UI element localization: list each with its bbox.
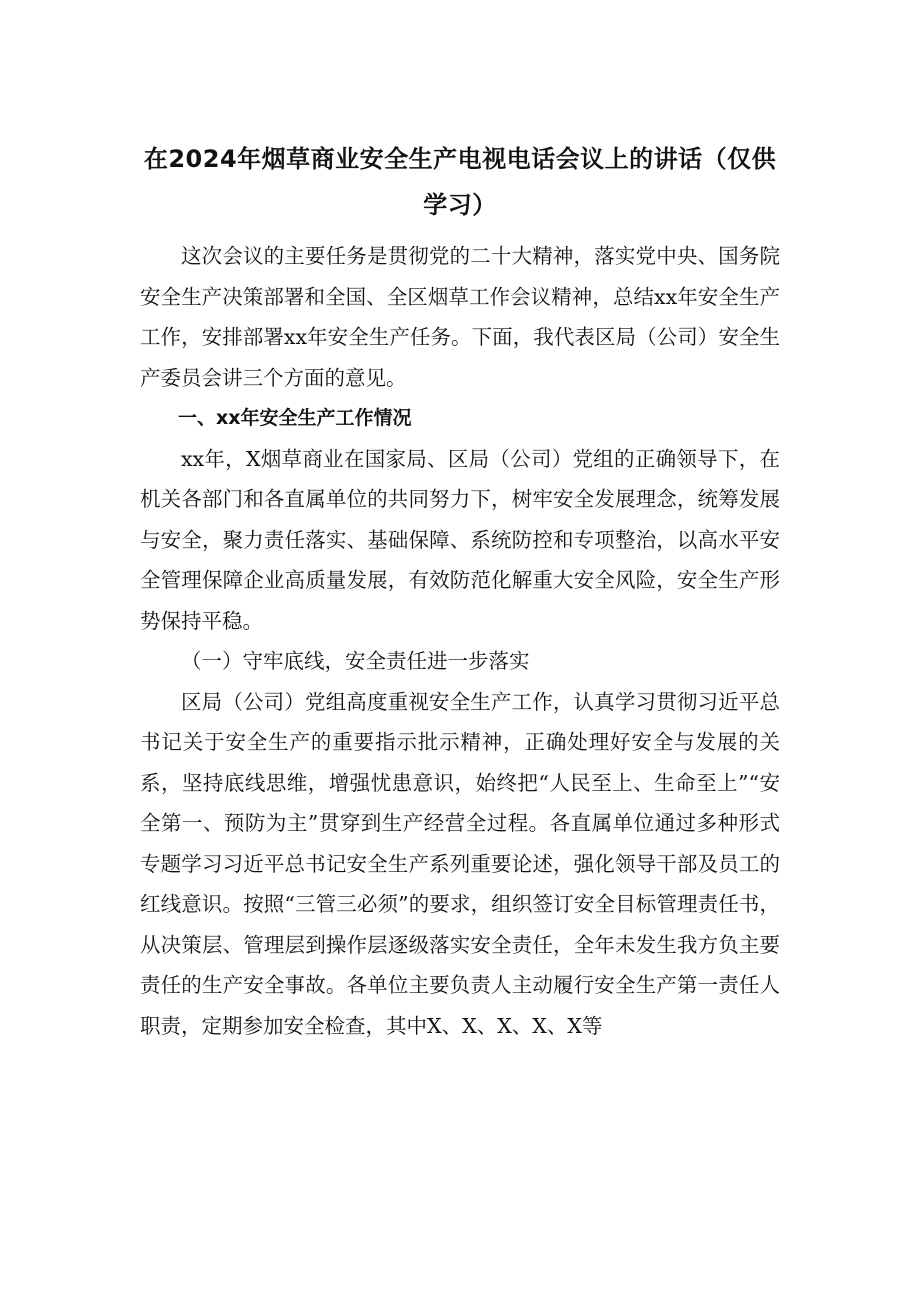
subsection-1-paragraph: 区局（公司）党组高度重视安全生产工作，认真学习贯彻习近平总书记关于安全生产的重要指示批示精神，正确处理好安全与发展的关系，坚持底线思维，增强忧患意识，始终把“人民至上、生命至上”“安全第一、预防为主”贯穿到生产经营全过程。各直属单位通过多种形式专题学习习近平总书记安全生产系列重要论述，强化领导干部及员工的红线意识。按照“三管三必须”的要求，组织签订安全目标管理责任书，从决策层、管理层到操作层逐级落实安全责任，全年未发生我方负主要责任的生产安全事故。各单位主要负责人主动履行安全生产第一责任人职责，定期参加安全检查，其中X、X、X、X、X等 [140,689,780,1038]
section-heading-1: 一、xx年安全生产工作情况 [178,407,412,429]
subsection-heading-1: （一）守牢底线，安全责任进一步落实 [181,649,530,673]
section-1-paragraph: xx年，X烟草商业在国家局、区局（公司）党组的正确领导下，在机关各部门和各直属单位的共同努力下，树牢安全发展理念，统筹发展与安全，聚力责任落实、基础保障、系统防控和专项整治，以高水平安全管理保障企业高质量发展，有效防范化解重大安全风险，安全生产形势保持平稳。 [140,446,780,633]
document-title: 在2024年烟草商业安全生产电视电话会议上的讲话（仅供学习） [143,145,777,219]
document-body [140,236,780,1046]
intro-paragraph: 这次会议的主要任务是贯彻党的二十大精神，落实党中央、国务院安全生产决策部署和全国、全区烟草工作会议精神，总结xx年安全生产工作，安排部署xx年安全生产任务。下面，我代表区局（公司）安全生产委员会讲三个方面的意见。 [140,244,780,390]
